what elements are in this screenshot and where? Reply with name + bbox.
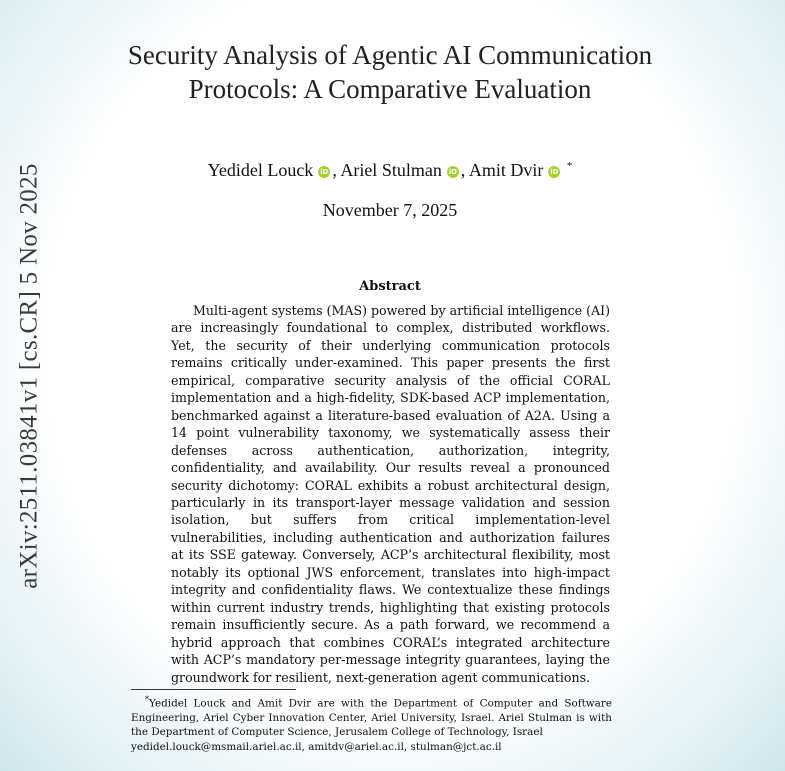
- abstract-heading: Abstract: [359, 279, 421, 294]
- author-name: Ariel Stulman: [340, 160, 442, 180]
- abstract-body: Multi-agent systems (MAS) powered by artificial intelligence (AI) are increasingly foundational to complex, distributed workflows. Yet, the security of their underlying communication protocols remains critically under-examined. This paper presents the first empirical, comparative security analysis of the official CORAL implementation and a high-fidelity, SDK-based ACP implementation, benchmarked against a literature-based evaluation of A2A. Using a 14 point vulnerability taxonomy, we systematically assess their defenses across authentication, authorization, integrity, confidentiality, and availability. Our results reveal a pronounced security dichotomy: CORAL exhibits a robust architectural design, particularly in its transport-layer message validation and session isolation, but suffers from critical implementation-level vulnerabilities, including authentication and authorization failures at its SSE gateway. Conversely, ACP’s architectural flexibility, most notably its optional JWS enforcement, translates into high-impact integrity and confidentiality flaws. We contextualize these findings within current industry trends, highlighting that existing protocols remain insufficiently secure. As a path forward, we recommend a hybrid approach that combines CORAL’s integrated architecture with ACP’s mandatory per-message integrity guarantees, laying the groundwork for resilient, next-generation agent communications.: [171, 303, 610, 685]
- orcid-icon[interactable]: iD: [550, 168, 559, 176]
- footnote-mark: *: [145, 695, 149, 704]
- footnote-marker[interactable]: *: [566, 160, 573, 172]
- footnote-emails: yedidel.louck@msmail.ariel.ac.il, amitdv@ariel.ac.il, stulman@jct.ac.il: [131, 740, 502, 753]
- author-separator: ,: [460, 160, 466, 180]
- publication-date: November 7, 2025: [322, 200, 458, 220]
- orcid-icon[interactable]: iD: [448, 168, 457, 176]
- author-name: Yedidel Louck: [207, 160, 314, 180]
- footnote-divider: [131, 689, 296, 690]
- arxiv-identifier-stamp: [6, 146, 54, 606]
- footnote: [131, 693, 612, 754]
- orcid-icon[interactable]: iD: [320, 168, 329, 176]
- arxiv-identifier-text: arXiv:2511.03841v1 [cs.CR] 5 Nov 2025: [16, 163, 44, 589]
- author-name: Amit Dvir: [468, 160, 544, 180]
- author-line: [110, 160, 670, 181]
- paper-title: Security Analysis of Agentic AI Communication Protocols: A Comparative Evaluation: [127, 40, 653, 104]
- footnote-text: Yedidel Louck and Amit Dvir are with the Department of Computer and Software Engineering, Ariel Cyber Innovation Center, Ariel University, Israel. Ariel Stulman is with the Department of Computer Science, Jerusalem College of Technology, Israel: [131, 697, 612, 739]
- author-separator: ,: [332, 160, 337, 180]
